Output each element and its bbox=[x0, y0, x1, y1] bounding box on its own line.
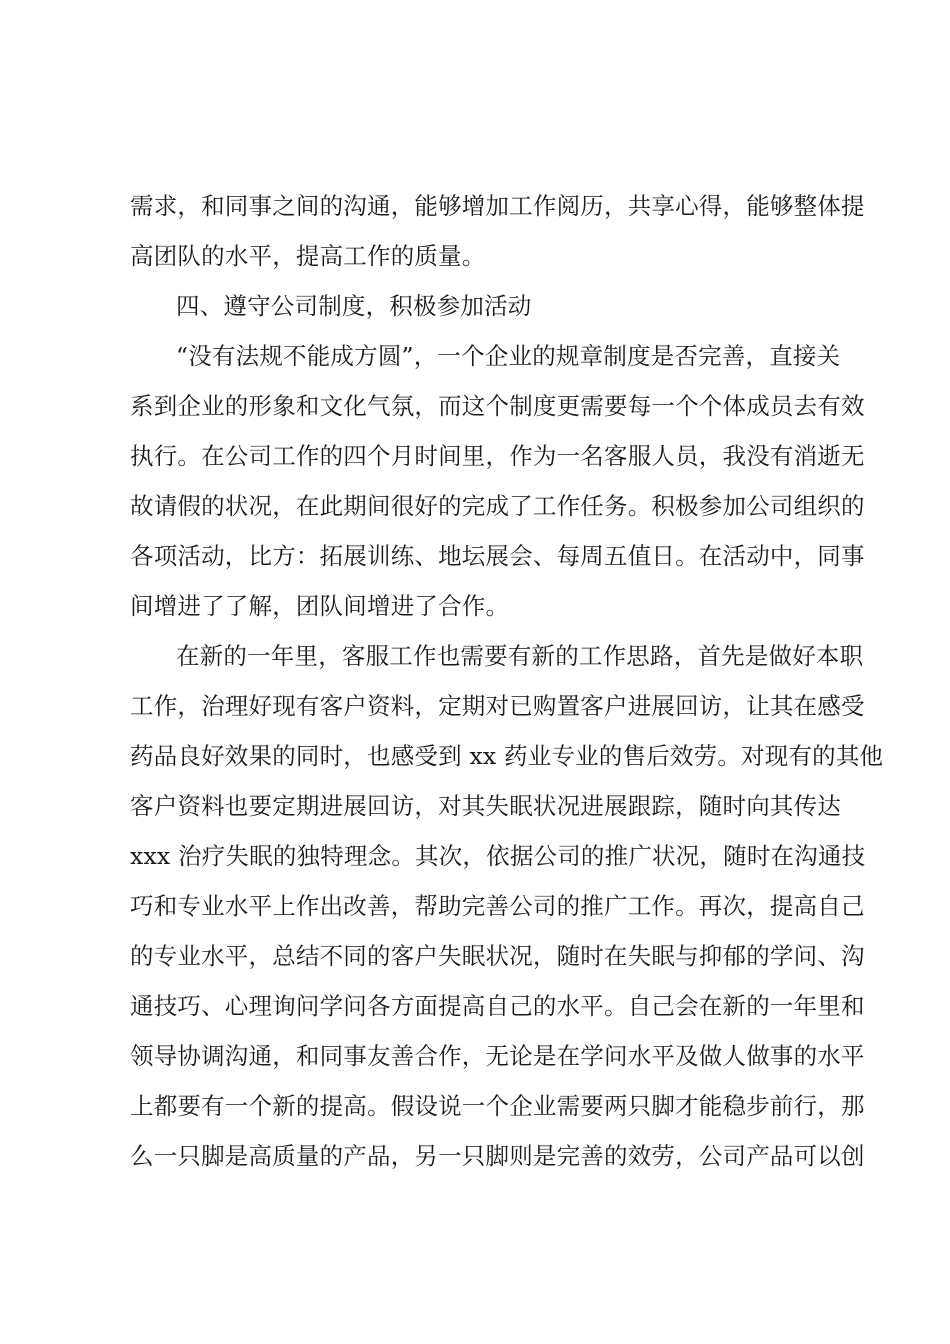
paragraph-line: 客户资料也要定期进展回访，对其失眠状况进展跟踪，随时向其传达 bbox=[130, 792, 841, 820]
paragraph-line: 领导协调沟通，和同事友善合作，无论是在学问水平及做人做事的水平 bbox=[130, 1042, 865, 1070]
paragraph-line: 么一只脚是高质量的产品，另一只脚则是完善的效劳，公司产品可以创 bbox=[130, 1142, 865, 1170]
paragraph-line: 巧和专业水平上作出改善，帮助完善公司的推广工作。再次，提高自己 bbox=[130, 892, 865, 920]
paragraph-line: 在新的一年里，客服工作也需要有新的工作思路，首先是做好本职 bbox=[176, 642, 864, 670]
paragraph-line: 各项活动，比方：拓展训练、地坛展会、每周五值日。在活动中，同事 bbox=[130, 542, 865, 570]
paragraph-line: 上都要有一个新的提高。假设说一个企业需要两只脚才能稳步前行，那 bbox=[130, 1092, 865, 1120]
paragraph-line: 高团队的水平，提高工作的质量。 bbox=[130, 242, 486, 270]
paragraph-line: 故请假的状况，在此期间很好的完成了工作任务。积极参加公司组织的 bbox=[130, 492, 865, 520]
paragraph-line: 执行。在公司工作的四个月时间里，作为一名客服人员，我没有消逝无 bbox=[130, 442, 865, 470]
paragraph-line: “没有法规不能成方圆”，一个企业的规章制度是否完善，直接关 bbox=[176, 342, 841, 370]
paragraph-line: 系到企业的形象和文化气氛，而这个制度更需要每一个个体成员去有效 bbox=[130, 392, 865, 420]
section-heading: 四、遵守公司制度，积极参加活动 bbox=[176, 292, 532, 320]
paragraph-line: 间增进了了解，团队间增进了合作。 bbox=[130, 592, 510, 620]
paragraph-line: 需求，和同事之间的沟通，能够增加工作阅历，共享心得，能够整体提 bbox=[130, 192, 865, 220]
paragraph-line: 的专业水平，总结不同的客户失眠状况，随时在失眠与抑郁的学问、沟 bbox=[130, 942, 865, 970]
paragraph-line: 工作，治理好现有客户资料，定期对已购置客户进展回访，让其在感受 bbox=[130, 692, 865, 720]
paragraph-line: 药品良好效果的同时，也感受到 xx 药业专业的售后效劳。对现有的其他 bbox=[130, 742, 884, 770]
paragraph-line: 通技巧、心理询问学问各方面提高自己的水平。自己会在新的一年里和 bbox=[130, 992, 865, 1020]
paragraph-line: xxx 治疗失眠的独特理念。其次，依据公司的推广状况，随时在沟通技 bbox=[130, 842, 866, 870]
